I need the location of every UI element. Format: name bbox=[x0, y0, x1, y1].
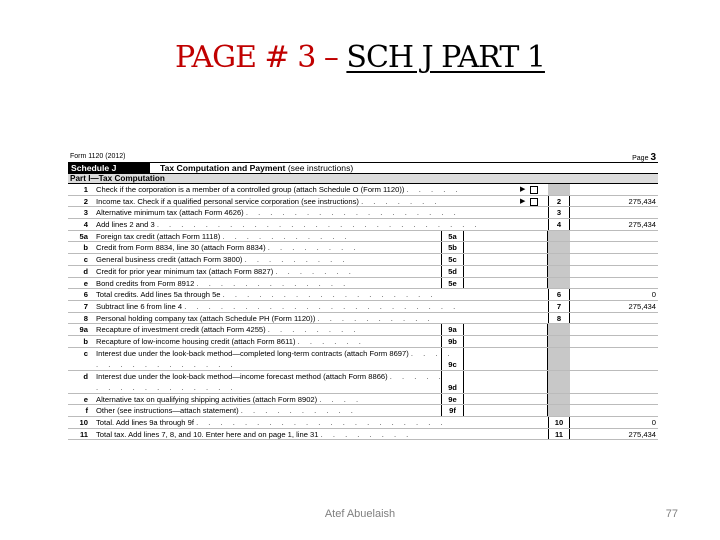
form-row bbox=[68, 196, 658, 208]
line-amount bbox=[570, 313, 658, 324]
form-row bbox=[68, 336, 658, 348]
checkbox[interactable] bbox=[530, 198, 538, 206]
row-number: 8 bbox=[83, 313, 88, 323]
shaded-cell bbox=[548, 394, 570, 405]
line-amount: 275,434 bbox=[628, 301, 656, 311]
inner-amount-field bbox=[464, 324, 548, 335]
form-row bbox=[68, 429, 658, 441]
inner-amount-field bbox=[464, 231, 548, 242]
line-label: 7 bbox=[548, 301, 570, 312]
form-row bbox=[68, 184, 658, 196]
row-leader-dots: . . . . . . . . . . . . . bbox=[196, 278, 350, 288]
row-leader-dots: . . . . . . . . . . . bbox=[222, 231, 351, 241]
form-page-label: Page bbox=[632, 155, 649, 162]
row-text: Alternative minimum tax (attach Form 4626) bbox=[96, 208, 244, 218]
row-leader-dots: . . . . . . . . . . . . . . . . . . bbox=[245, 208, 460, 218]
row-text: Foreign tax credit (attach Form 1118) bbox=[96, 231, 221, 241]
schedule-tag: Schedule J bbox=[68, 163, 150, 173]
row-number: 2 bbox=[83, 196, 88, 206]
shaded-cell bbox=[548, 336, 570, 347]
row-description bbox=[96, 429, 526, 441]
inner-amount-field bbox=[464, 394, 548, 405]
row-text: Total. Add lines 9a through 9f bbox=[96, 418, 194, 427]
row-leader-dots: . . . . . . . . . . bbox=[240, 406, 357, 416]
row-text: Other (see instructions—attach statement) bbox=[96, 406, 239, 416]
row-leader-dots: . . . . . . . . . . . . . . . . . . bbox=[222, 290, 437, 300]
row-number: e bbox=[83, 394, 88, 404]
line-label: 8 bbox=[548, 313, 570, 324]
row-number: b bbox=[83, 243, 88, 253]
row-number: 7 bbox=[83, 301, 88, 311]
inner-amount-field bbox=[464, 371, 548, 393]
form-row bbox=[68, 254, 658, 266]
inner-line-label: 5d bbox=[441, 266, 464, 277]
row-text: Interest due under the look-back method—income forecast method (attach Form 8866) bbox=[96, 371, 388, 381]
line-label: 3 bbox=[548, 207, 570, 218]
row-description bbox=[96, 417, 526, 429]
row-number: b bbox=[83, 336, 88, 346]
row-text: Bond credits from Form 8912 bbox=[96, 278, 195, 288]
inner-line-label: 9e bbox=[441, 394, 464, 405]
row-text: Recapture of low-income housing credit (attach Form 8611) bbox=[96, 336, 296, 346]
form-row bbox=[68, 324, 658, 336]
shaded-cell bbox=[548, 184, 570, 195]
row-text: Income tax. Check if a qualified personal service corporation (see instructions) bbox=[96, 196, 359, 206]
pointer-arrow-icon: ▶ bbox=[520, 197, 526, 205]
row-text: Check if the corporation is a member of a controlled group (attach Schedule O (Form 1120)) bbox=[96, 185, 405, 194]
inner-line-label: 5c bbox=[441, 254, 464, 265]
row-text: Total credits. Add lines 5a through 5e bbox=[96, 290, 221, 300]
part-title: Part I—Tax Computation bbox=[68, 174, 658, 184]
form-row bbox=[68, 219, 658, 231]
row-description bbox=[96, 207, 526, 219]
schedule-title bbox=[160, 163, 353, 173]
row-leader-dots: . . . . . . . . bbox=[320, 429, 413, 439]
slide-title bbox=[0, 40, 720, 90]
form-row bbox=[68, 394, 658, 406]
inner-amount-field bbox=[464, 348, 548, 370]
row-leader-dots: . . . . . . . . . . . . . . . . . bbox=[96, 371, 445, 392]
row-leader-dots: . . . . . . . bbox=[361, 196, 441, 206]
line-label: 6 bbox=[548, 289, 570, 300]
form-header bbox=[68, 152, 658, 162]
row-leader-dots: . . . . . . bbox=[297, 336, 365, 346]
checkbox[interactable] bbox=[530, 186, 538, 194]
row-description bbox=[96, 196, 526, 208]
schedule-bar bbox=[68, 162, 658, 174]
line-label: 10 bbox=[548, 417, 570, 428]
form-row bbox=[68, 405, 658, 417]
row-number: 6 bbox=[83, 290, 88, 300]
line-label: 11 bbox=[548, 429, 570, 440]
row-number: c bbox=[83, 255, 88, 265]
form-page-num: 3 bbox=[650, 152, 656, 163]
row-number: 9a bbox=[79, 325, 88, 335]
shaded-cell bbox=[548, 266, 570, 277]
form-row bbox=[68, 207, 658, 219]
row-description bbox=[96, 348, 456, 370]
row-leader-dots: . . . . . . . . . . . . . . . . . . . . . bbox=[196, 418, 447, 427]
schedule-title-text: Tax Computation and Payment bbox=[160, 163, 286, 173]
form-row bbox=[68, 266, 658, 278]
row-number: 5a bbox=[79, 231, 88, 241]
row-number: 10 bbox=[79, 418, 88, 427]
shaded-cell bbox=[548, 231, 570, 242]
inner-amount-field bbox=[464, 336, 548, 347]
row-leader-dots: . . . . . . . . . . bbox=[317, 313, 434, 323]
row-text: General business credit (attach Form 3800) bbox=[96, 255, 243, 265]
row-number: 4 bbox=[83, 220, 88, 230]
row-description bbox=[96, 301, 526, 313]
line-label: 4 bbox=[548, 219, 570, 230]
pointer-arrow-icon: ▶ bbox=[520, 186, 526, 193]
row-text: Credit for prior year minimum tax (attach Form 8827) bbox=[96, 266, 274, 276]
row-leader-dots: . . . . . . . . . . . . . . . . . . . . . . . . . . . bbox=[156, 220, 481, 230]
footer-page-number: 77 bbox=[665, 508, 678, 520]
row-text: Add lines 2 and 3 bbox=[96, 220, 155, 230]
slide-title-prefix: PAGE # 3 – bbox=[175, 40, 347, 75]
line-label: 2 bbox=[548, 196, 570, 207]
row-leader-dots: . . . . . . . . bbox=[267, 243, 360, 253]
row-description bbox=[96, 289, 526, 301]
row-number: 11 bbox=[79, 429, 88, 439]
inner-line-label: 5a bbox=[441, 231, 464, 242]
form-row bbox=[68, 313, 658, 325]
form-row bbox=[68, 417, 658, 429]
shaded-cell bbox=[548, 348, 570, 370]
form-row bbox=[68, 289, 658, 301]
row-description bbox=[96, 313, 526, 325]
inner-amount-field bbox=[464, 242, 548, 253]
row-number: f bbox=[85, 406, 88, 416]
shaded-cell bbox=[548, 324, 570, 335]
row-text: Credit from Form 8834, line 30 (attach Form 8834) bbox=[96, 243, 266, 253]
row-leader-dots: . . . . . bbox=[406, 185, 462, 194]
row-leader-dots: . . . . bbox=[319, 394, 363, 404]
slide-title-main: SCH J PART 1 bbox=[346, 40, 545, 75]
shaded-cell bbox=[548, 242, 570, 253]
row-text: Alternative tax on qualifying shipping activities (attach Form 8902) bbox=[96, 394, 318, 404]
inner-line-label: 5b bbox=[441, 242, 464, 253]
line-amount: 275,434 bbox=[628, 196, 656, 206]
form-row bbox=[68, 348, 658, 371]
row-text: Interest due under the look-back method—completed long-term contracts (attach Form 8697) bbox=[96, 348, 409, 358]
shaded-cell bbox=[548, 254, 570, 265]
row-number: e bbox=[83, 278, 88, 288]
row-text: Total tax. Add lines 7, 8, and 10. Enter here and on page 1, line 31 bbox=[96, 429, 319, 439]
inner-line-label: 9f bbox=[441, 405, 464, 416]
inner-amount-field bbox=[464, 278, 548, 289]
row-leader-dots: . . . . . . . . . . . . . . . . . . . . . . . bbox=[184, 301, 460, 311]
row-number: 1 bbox=[83, 185, 88, 194]
inner-line-label: 9b bbox=[441, 336, 464, 347]
inner-amount-field bbox=[464, 405, 548, 416]
row-number: 3 bbox=[83, 208, 88, 218]
shaded-cell bbox=[548, 405, 570, 416]
inner-line-label: 9d bbox=[441, 371, 464, 393]
inner-amount-field bbox=[464, 266, 548, 277]
inner-line-label: 5e bbox=[441, 278, 464, 289]
row-description bbox=[96, 184, 526, 196]
schedule-note: (see instructions) bbox=[287, 163, 354, 173]
line-amount: 0 bbox=[651, 290, 656, 300]
tax-form-image bbox=[68, 152, 658, 478]
inner-line-label: 9c bbox=[441, 348, 464, 370]
line-amount: 275,434 bbox=[628, 429, 656, 439]
row-description bbox=[96, 219, 526, 231]
line-amount: 0 bbox=[651, 418, 656, 427]
row-number: c bbox=[83, 348, 88, 358]
shaded-cell bbox=[548, 371, 570, 393]
form-row bbox=[68, 242, 658, 254]
row-description bbox=[96, 371, 456, 393]
shaded-cell bbox=[548, 278, 570, 289]
form-name: Form 1120 (2012) bbox=[70, 153, 126, 160]
form-rows bbox=[68, 184, 658, 440]
inner-line-label: 9a bbox=[441, 324, 464, 335]
row-leader-dots: . . . . . . . . . . . . . . . . bbox=[96, 348, 454, 369]
line-amount: 275,434 bbox=[628, 220, 656, 230]
form-row bbox=[68, 231, 658, 243]
row-text: Subtract line 6 from line 4 bbox=[96, 301, 183, 311]
row-text: Recapture of investment credit (attach Form 4255) bbox=[96, 325, 266, 335]
row-number: d bbox=[83, 371, 88, 381]
row-leader-dots: . . . . . . . bbox=[275, 266, 355, 276]
form-row bbox=[68, 301, 658, 313]
row-text: Personal holding company tax (attach Schedule PH (Form 1120)) bbox=[96, 313, 316, 323]
form-row bbox=[68, 278, 658, 290]
form-row bbox=[68, 371, 658, 394]
line-amount bbox=[570, 207, 658, 218]
footer-author: Atef Abuelaish bbox=[324, 508, 396, 520]
row-leader-dots: . . . . . . . . . bbox=[244, 255, 349, 265]
row-leader-dots: . . . . . . . . bbox=[267, 325, 360, 335]
row-number: d bbox=[83, 266, 88, 276]
inner-amount-field bbox=[464, 254, 548, 265]
